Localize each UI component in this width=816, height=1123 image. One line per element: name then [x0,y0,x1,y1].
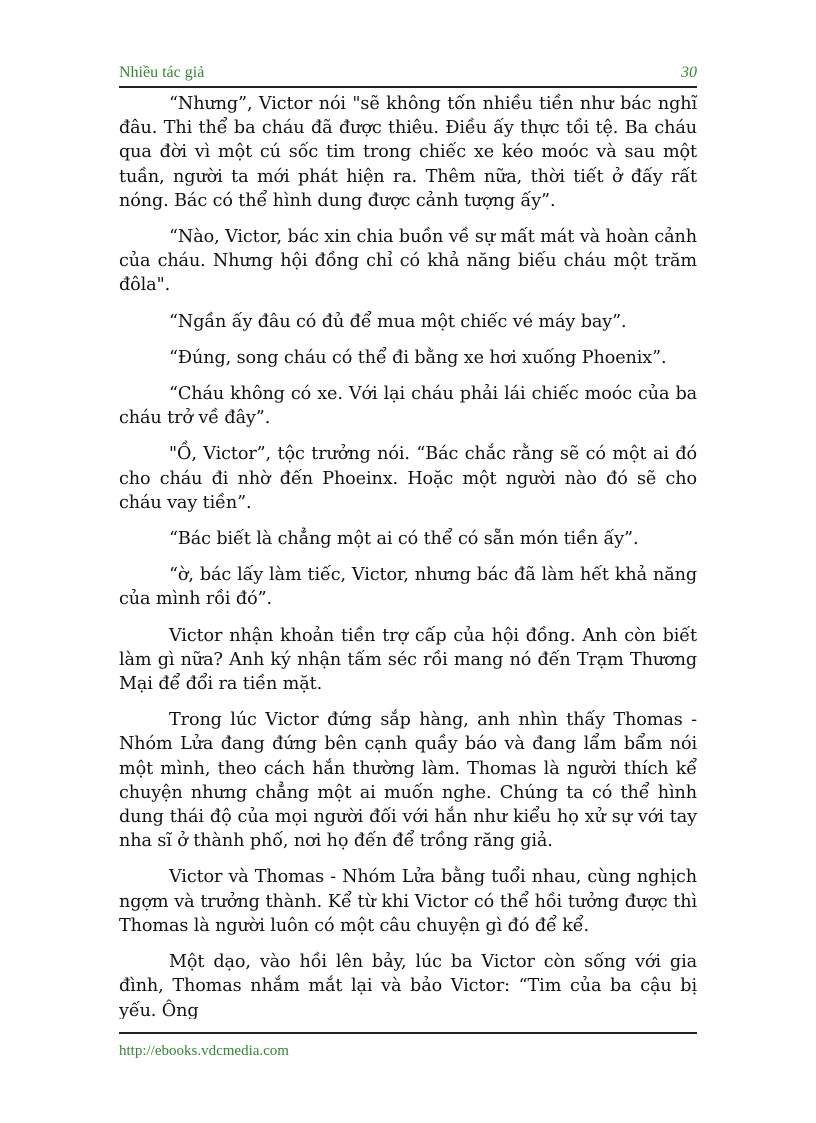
footer-divider [119,1032,697,1034]
paragraph: "Ồ, Victor”, tộc trưởng nói. “Bác chắc rằng sẽ có một ai đó cho cháu đi nhờ đến Phoeinx. Hoặc một người nào đó sẽ cho cháu vay tiền”. [119,444,697,513]
paragraph: “Bác biết là chẳng một ai có thể có sẵn món tiền ấy”. [169,529,639,550]
paragraph: Một dạo, vào hồi lên bảy, lúc ba Victor còn sống với gia đình, Thomas nhắm mắt lại và bảo Victor: “Tim của ba cậu bị yếu. Ông [119,952,697,1019]
paragraph: “Cháu không có xe. Với lại cháu phải lái chiếc moóc của ba cháu trở về đây”. [119,384,697,429]
page-number: 30 [681,64,697,81]
paragraph: “Đúng, song cháu có thể đi bằng xe hơi xuống Phoenix”. [169,347,667,368]
page-header [119,62,697,88]
paragraph: “ờ, bác lấy làm tiếc, Victor, nhưng bác đã làm hết khả năng của mình rồi đó”. [119,565,697,610]
paragraph: Trong lúc Victor đứng sắp hàng, anh nhìn thấy Thomas - Nhóm Lửa đang đứng bên cạnh quầy báo và đang lẩm bẩm nói một mình, theo cách hắn thường làm. Thomas là người thích kể chuyện nhưng chẳng một ai muốn nghe. Chúng ta có thể hình dung thái độ của mọi người đối với hắn như kiểu họ xử sự với tay nha sĩ ở thành phố, nơi họ đến để trồng răng giả. [119,710,697,852]
paragraph: “Nào, Victor, bác xin chia buồn về sự mất mát và hoàn cảnh của cháu. Nhưng hội đồng chỉ có khả năng biếu cháu một trăm đôla". [119,227,697,296]
paragraph: “Nhưng”, Victor nói "sẽ không tốn nhiều tiền như bác nghĩ đâu. Thi thể ba cháu đã được thiêu. Điều ấy thực tồi tệ. Ba cháu qua đời vì một cú sốc tim trong chiếc xe kéo moóc và sau một tuần, người ta mới phát hiện ra. Thêm nữa, thời tiết ở đấy rất nóng. Bác có thể hình dung được cảnh tượng ấy”. [119,94,697,211]
page-body [119,92,697,1019]
paragraph: Victor nhận khoản tiền trợ cấp của hội đồng. Anh còn biết làm gì nữa? Anh ký nhận tấm séc rồi mang nó đến Trạm Thương Mại để đổi ra tiền mặt. [119,625,697,695]
paragraph: “Ngần ấy đâu có đủ để mua một chiếc vé máy bay”. [169,311,627,332]
footer-url-link[interactable]: http://ebooks.vdcmedia.com [119,1043,289,1059]
paragraph: Victor và Thomas - Nhóm Lửa bằng tuổi nhau, cùng nghịch ngợm và trưởng thành. Kể từ khi Victor có thể hồi tưởng được thì Thomas là người luôn có một câu chuyện gì đó để kể. [119,867,697,936]
book-author-title: Nhiều tác giả [119,64,205,81]
